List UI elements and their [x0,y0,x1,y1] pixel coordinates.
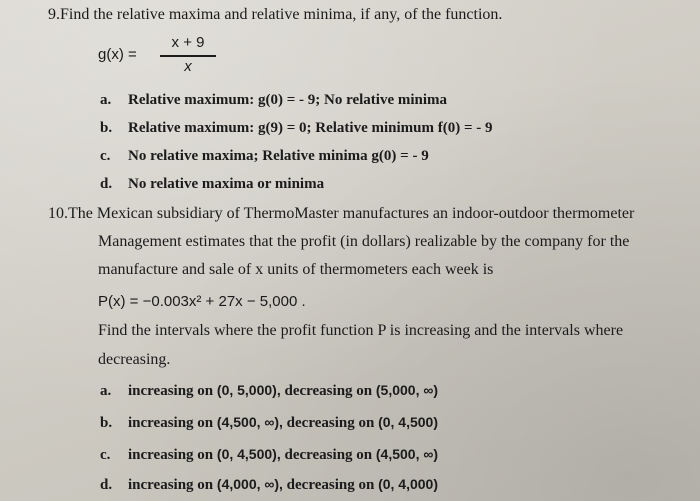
option-letter: a. [100,92,112,108]
increasing-interval: (4,000, ∞), [216,476,283,492]
q10-question-line-2: decreasing. [98,351,171,368]
decreasing-label: decreasing on [286,477,375,493]
q10-option-a [100,382,438,400]
q10-option-c [100,446,438,464]
option-letter: a. [100,383,112,399]
fraction-bar [160,55,216,57]
increasing-label: increasing on [128,383,214,399]
decreasing-label: decreasing on [284,447,373,463]
q10-question-line-1: Find the intervals where the profit function P is increasing and the intervals where [98,322,624,339]
option-letter: c. [100,447,111,463]
option-letter: c. [100,148,111,164]
decreasing-interval: (4,500, ∞) [375,446,439,462]
q10-line-1: 10.The Mexican subsidiary of ThermoMaster manufactures an indoor-outdoor thermometer [48,205,635,222]
option-letter: d. [100,477,113,493]
option-letter: b. [100,415,113,431]
increasing-label: increasing on [128,477,214,493]
decreasing-interval: (0, 4,000) [378,476,439,492]
q9-option-a [100,92,447,109]
q9-function-lhs: g(x) = [98,46,137,63]
increasing-interval: (0, 5,000), [216,382,281,398]
option-text: Relative maximum: g(9) = 0; Relative minimum f(0) = - 9 [128,120,493,136]
option-letter: b. [100,120,113,136]
q10-line-3: manufacture and sale of x units of thermometers each week is [98,261,494,278]
q10-option-d [100,476,438,494]
decreasing-interval: (5,000, ∞) [375,382,439,398]
q9-denominator: x [184,58,192,75]
increasing-interval: (0, 4,500), [216,446,281,462]
increasing-label: increasing on [128,415,214,431]
decreasing-interval: (0, 4,500) [378,414,439,430]
q9-fraction [160,34,216,78]
q10-profit-function: P(x) = −0.003x² + 27x − 5,000 . [98,293,306,310]
q9-option-d [100,176,324,193]
option-letter: d. [100,176,113,192]
option-text: Relative maximum: g(0) = - 9; No relative minima [128,92,448,108]
decreasing-label: decreasing on [284,383,373,399]
q9-option-b [100,120,493,137]
q9-title: 9.Find the relative maxima and relative minima, if any, of the function. [48,6,503,23]
q9-option-c [100,148,429,165]
decreasing-label: decreasing on [286,415,375,431]
option-text: No relative maxima or minima [128,176,325,192]
q9-numerator: x + 9 [171,34,205,51]
q10-line-2: Management estimates that the profit (in dollars) realizable by the company for the [98,233,630,250]
option-text: No relative maxima; Relative minima g(0) = - 9 [128,148,429,164]
increasing-interval: (4,500, ∞), [216,414,283,430]
q10-option-b [100,414,438,432]
increasing-label: increasing on [128,447,214,463]
